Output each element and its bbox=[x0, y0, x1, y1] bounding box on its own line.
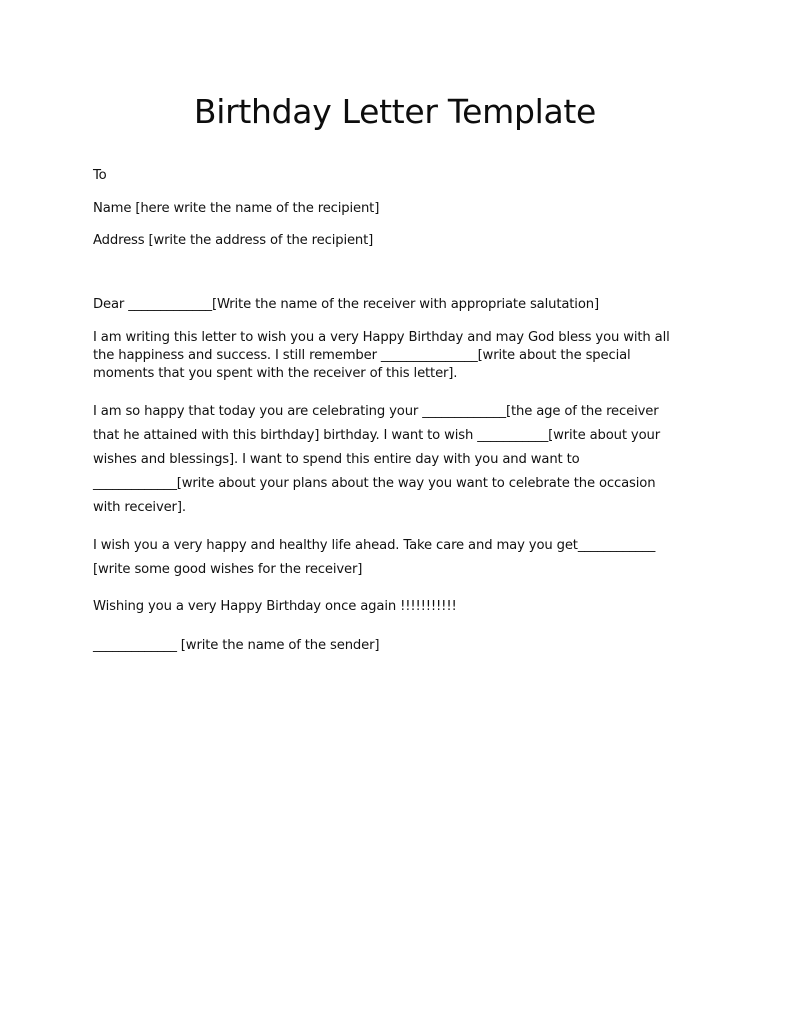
paragraph-line: I wish you a very happy and healthy life ahead. Take care and may you get____________ bbox=[93, 538, 656, 553]
paragraph-line: with receiver]. bbox=[93, 500, 186, 515]
paragraph-good-wishes bbox=[93, 534, 703, 582]
paragraph-birthday-wish bbox=[93, 329, 703, 383]
paragraph-line: that he attained with this birthday] birthday. I want to wish ___________[write about your bbox=[93, 428, 660, 443]
paragraph-celebration bbox=[93, 400, 703, 520]
paragraph-line: _____________[write about your plans about the way you want to celebrate the occasion bbox=[93, 476, 656, 491]
paragraph-line: moments that you spent with the receiver of this letter]. bbox=[93, 366, 458, 381]
paragraph-line: the happiness and success. I still remember _______________[write about the special bbox=[93, 348, 631, 363]
document-title: Birthday Letter Template bbox=[193, 92, 597, 131]
to-label: To bbox=[93, 168, 107, 183]
paragraph-line: wishes and blessings]. I want to spend this entire day with you and want to bbox=[93, 452, 580, 467]
paragraph-line: [write some good wishes for the receiver] bbox=[93, 562, 363, 577]
paragraph-line: I am writing this letter to wish you a very Happy Birthday and may God bless you with all bbox=[93, 330, 670, 345]
salutation-line: Dear _____________[Write the name of the receiver with appropriate salutation] bbox=[93, 297, 599, 312]
signature-line: _____________ [write the name of the sender] bbox=[93, 638, 380, 653]
recipient-address-line: Address [write the address of the recipient] bbox=[93, 233, 374, 248]
paragraph-line: I am so happy that today you are celebrating your _____________[the age of the receiver bbox=[93, 404, 659, 419]
recipient-name-line: Name [here write the name of the recipient] bbox=[93, 201, 380, 216]
closing-line: Wishing you a very Happy Birthday once again !!!!!!!!!!! bbox=[93, 599, 457, 614]
